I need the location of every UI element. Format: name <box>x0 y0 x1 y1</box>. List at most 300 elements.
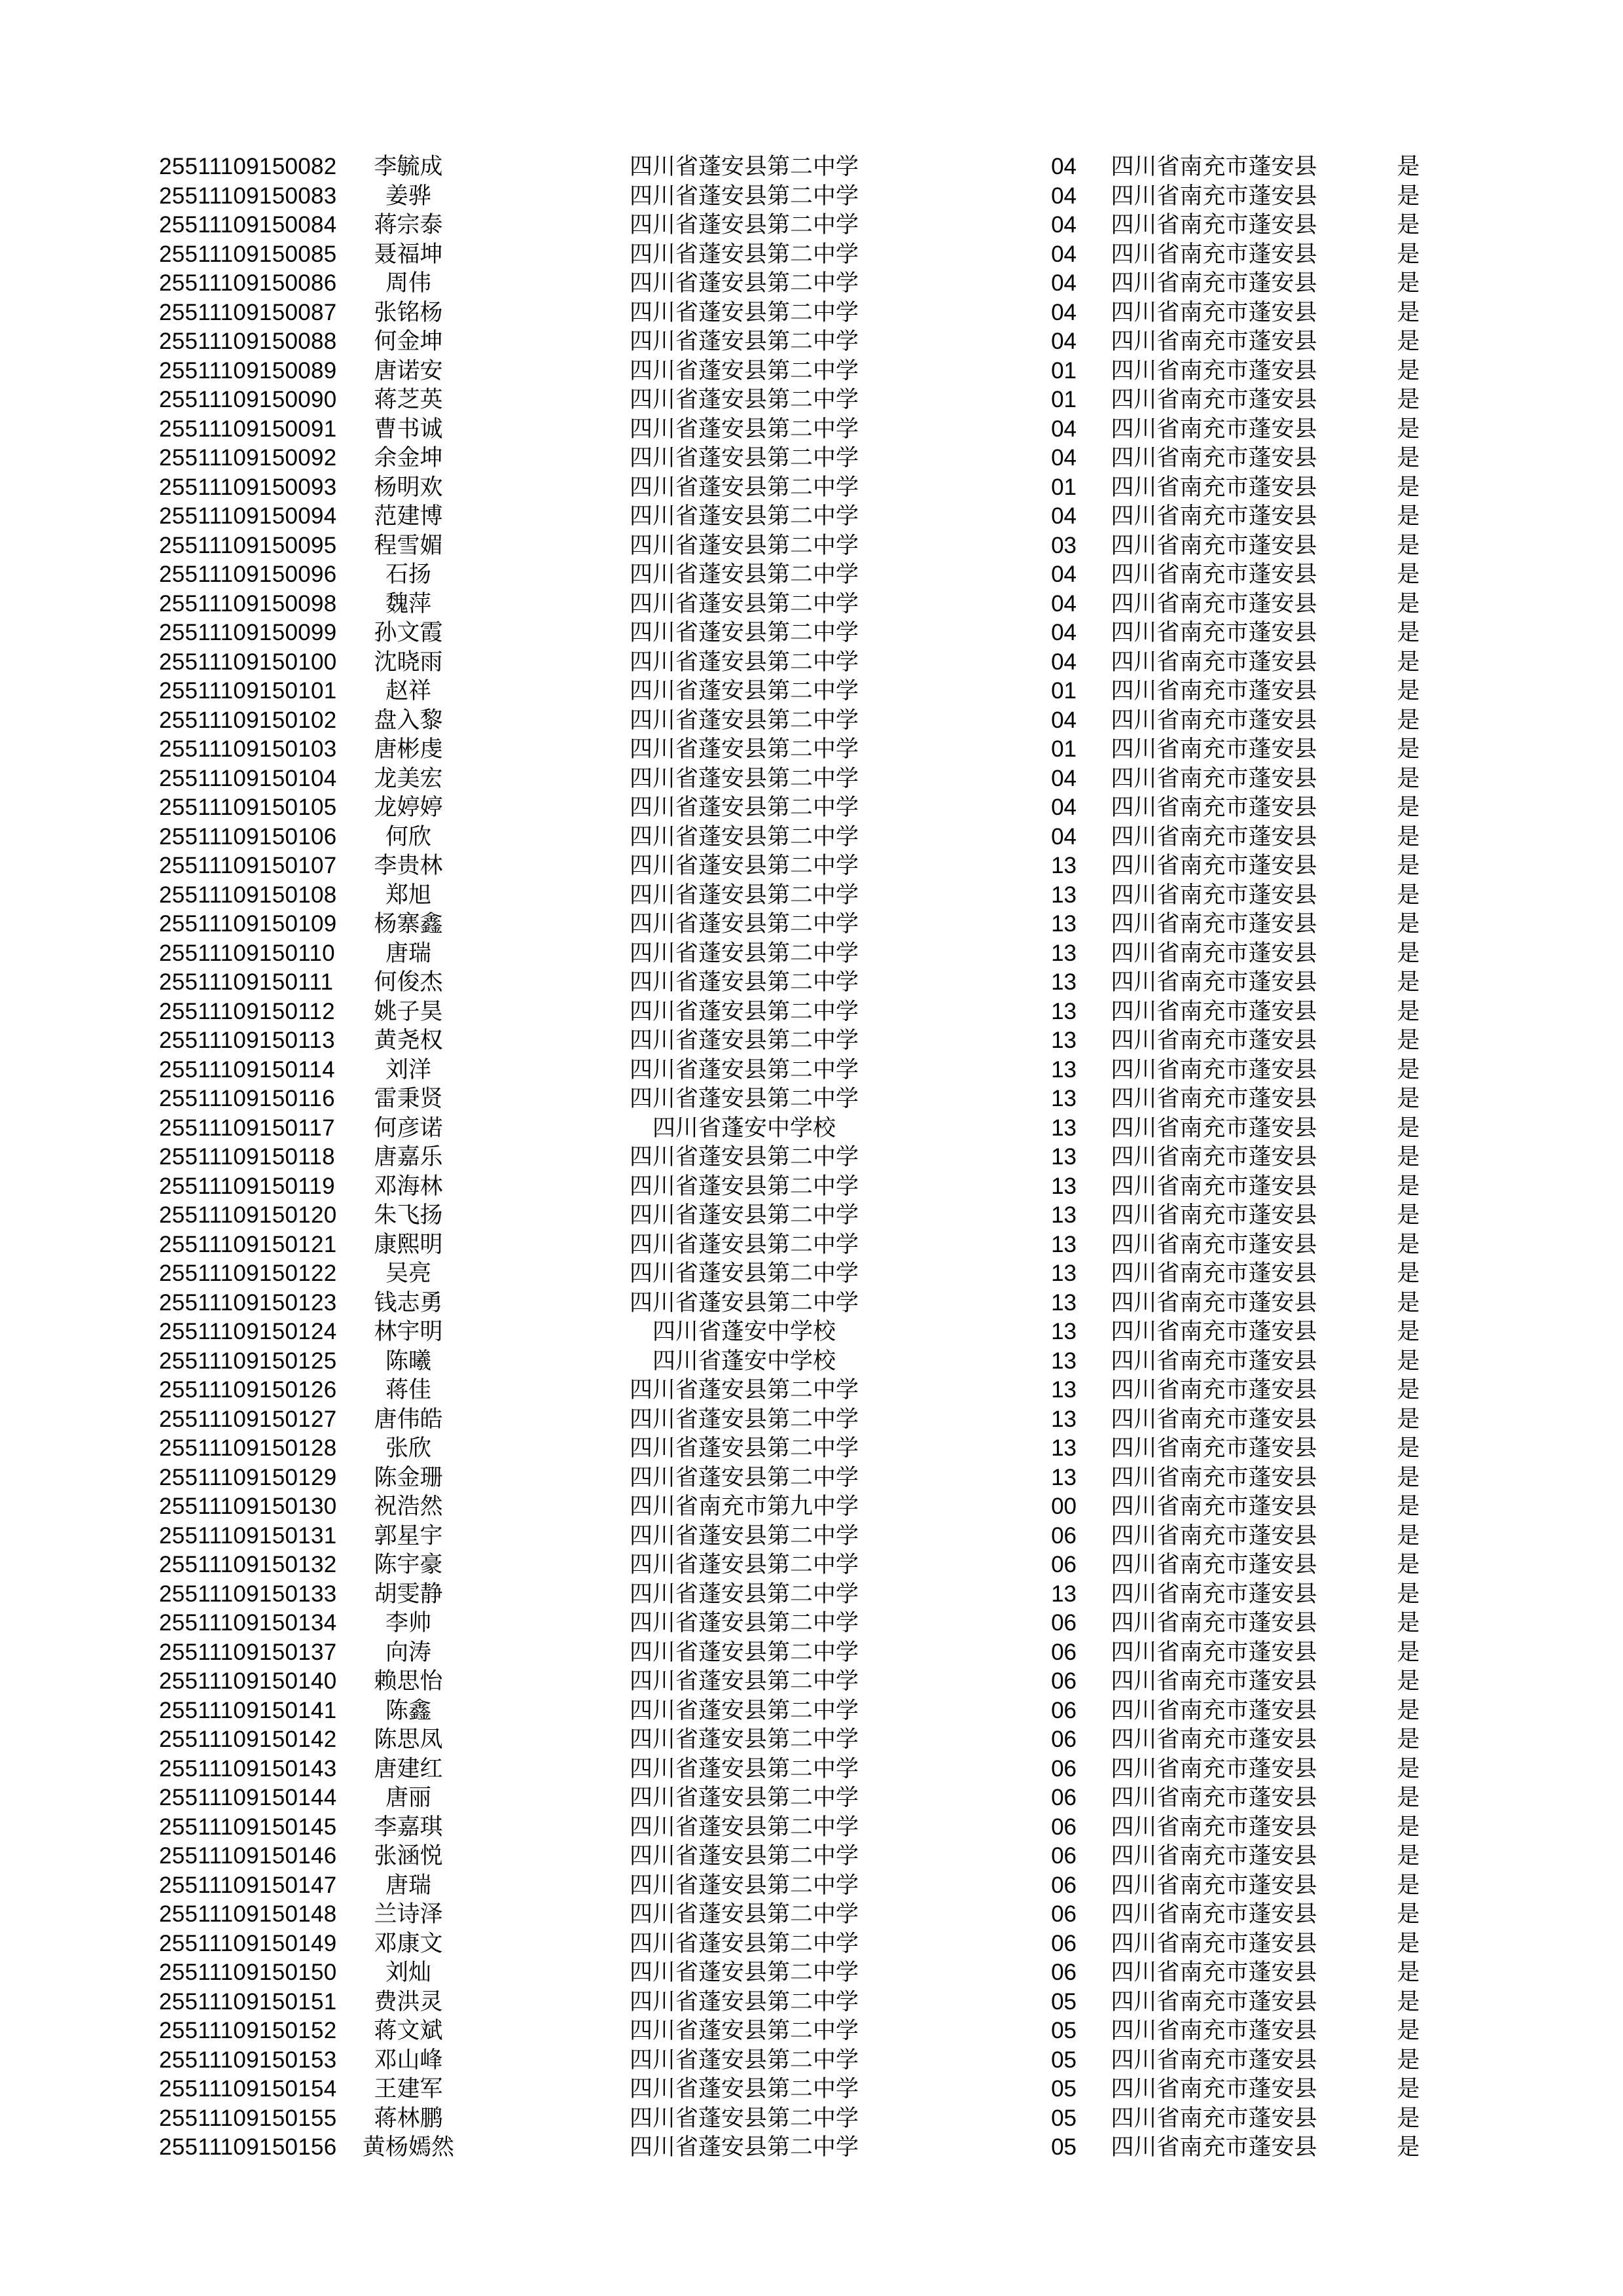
table-row <box>159 1638 1465 1668</box>
student-name-cell: 钱志勇 <box>374 1289 443 1316</box>
subject-code-cell: 01 <box>1051 474 1077 500</box>
district-cell: 四川省南充市蓬安县 <box>1111 1814 1317 1840</box>
subject-code-cell: 06 <box>1051 1610 1077 1636</box>
student-name-cell: 雷秉贤 <box>374 1086 443 1112</box>
district-cell: 四川省南充市蓬安县 <box>1111 1494 1317 1520</box>
subject-code-cell: 13 <box>1051 1319 1077 1344</box>
exam-id-cell: 25511109150134 <box>159 1610 337 1636</box>
subject-code-cell: 05 <box>1051 2076 1077 2102</box>
student-name-cell: 祝浩然 <box>374 1494 443 1520</box>
student-name-cell: 唐丽 <box>385 1785 431 1811</box>
subject-code-cell: 13 <box>1051 1173 1077 1199</box>
student-name-cell: 姚子昊 <box>374 998 443 1025</box>
district-cell: 四川省南充市蓬安县 <box>1111 154 1317 180</box>
district-cell: 四川省南充市蓬安县 <box>1111 1697 1317 1724</box>
school-name-cell: 四川省蓬安县第二中学 <box>629 795 859 821</box>
district-cell: 四川省南充市蓬安县 <box>1111 1028 1317 1054</box>
confirm-flag-cell: 是 <box>1397 969 1420 996</box>
student-name-cell: 何彦诺 <box>374 1115 443 1141</box>
confirm-flag-cell: 是 <box>1397 1435 1420 1462</box>
subject-code-cell: 13 <box>1051 911 1077 937</box>
school-name-cell: 四川省蓬安县第二中学 <box>629 736 859 762</box>
school-name-cell: 四川省蓬安县第二中学 <box>629 649 859 675</box>
subject-code-cell: 13 <box>1051 882 1077 908</box>
confirm-flag-cell: 是 <box>1397 1872 1420 1899</box>
confirm-flag-cell: 是 <box>1397 1202 1420 1229</box>
student-name-cell: 赵祥 <box>385 678 431 704</box>
subject-code-cell: 13 <box>1051 1202 1077 1228</box>
student-name-cell: 张欣 <box>385 1435 431 1462</box>
exam-id-cell: 25511109150095 <box>159 532 337 558</box>
school-name-cell: 四川省蓬安县第二中学 <box>629 940 859 967</box>
district-cell: 四川省南充市蓬安县 <box>1111 2047 1317 2073</box>
confirm-flag-cell: 是 <box>1397 183 1420 209</box>
subject-code-cell: 06 <box>1051 1727 1077 1752</box>
confirm-flag-cell: 是 <box>1397 765 1420 792</box>
exam-id-cell: 25511109150148 <box>159 1901 337 1927</box>
exam-id-cell: 25511109150126 <box>159 1377 337 1403</box>
school-name-cell: 四川省蓬安县第二中学 <box>629 620 859 646</box>
student-name-cell: 周伟 <box>385 270 431 296</box>
student-name-cell: 蒋芝英 <box>374 387 443 413</box>
exam-id-cell: 25511109150125 <box>159 1348 337 1374</box>
district-cell: 四川省南充市蓬安县 <box>1111 2105 1317 2132</box>
student-name-cell: 郭星宇 <box>374 1522 443 1549</box>
confirm-flag-cell: 是 <box>1397 853 1420 879</box>
student-name-cell: 杨明欢 <box>374 474 443 501</box>
confirm-flag-cell: 是 <box>1397 1028 1420 1054</box>
exam-id-cell: 25511109150113 <box>159 1028 335 1053</box>
subject-code-cell: 06 <box>1051 1843 1077 1869</box>
exam-id-cell: 25511109150142 <box>159 1727 337 1752</box>
table-row <box>159 852 1465 881</box>
exam-id-cell: 25511109150132 <box>159 1552 337 1577</box>
confirm-flag-cell: 是 <box>1397 1960 1420 1986</box>
district-cell: 四川省南充市蓬安县 <box>1111 940 1317 967</box>
school-name-cell: 四川省蓬安县第二中学 <box>629 1930 859 1957</box>
exam-id-cell: 25511109150140 <box>159 1668 337 1694</box>
school-name-cell: 四川省蓬安县第二中学 <box>629 1435 859 1462</box>
subject-code-cell: 06 <box>1051 1872 1077 1898</box>
table-row <box>159 1172 1465 1202</box>
table-row <box>159 1289 1465 1318</box>
student-name-cell: 康熙明 <box>374 1231 443 1258</box>
exam-id-cell: 25511109150103 <box>159 736 337 762</box>
subject-code-cell: 13 <box>1051 1406 1077 1432</box>
confirm-flag-cell: 是 <box>1397 1785 1420 1811</box>
exam-id-cell: 25511109150111 <box>159 969 334 995</box>
confirm-flag-cell: 是 <box>1397 532 1420 559</box>
exam-id-cell: 25511109150130 <box>159 1494 337 1519</box>
district-cell: 四川省南充市蓬安县 <box>1111 503 1317 529</box>
subject-code-cell: 04 <box>1051 183 1077 209</box>
student-name-cell: 盘入黎 <box>374 707 443 734</box>
subject-code-cell: 00 <box>1051 1494 1077 1519</box>
exam-id-cell: 25511109150094 <box>159 503 337 529</box>
confirm-flag-cell: 是 <box>1397 1261 1420 1287</box>
school-name-cell: 四川省蓬安县第二中学 <box>629 1552 859 1578</box>
exam-id-cell: 25511109150121 <box>159 1231 337 1257</box>
confirm-flag-cell: 是 <box>1397 1901 1420 1928</box>
student-name-cell: 陈金珊 <box>374 1464 443 1491</box>
district-cell: 四川省南充市蓬安县 <box>1111 1785 1317 1811</box>
district-cell: 四川省南充市蓬安县 <box>1111 1930 1317 1957</box>
table-row <box>159 473 1465 503</box>
student-name-cell: 龙美宏 <box>374 765 443 792</box>
table-row <box>159 1929 1465 1959</box>
table-row <box>159 2046 1465 2075</box>
school-name-cell: 四川省蓬安县第二中学 <box>629 241 859 268</box>
district-cell: 四川省南充市蓬安县 <box>1111 1086 1317 1112</box>
subject-code-cell: 06 <box>1051 1814 1077 1840</box>
table-row <box>159 881 1465 910</box>
table-row <box>159 531 1465 561</box>
confirm-flag-cell: 是 <box>1397 1231 1420 1258</box>
subject-code-cell: 05 <box>1051 1988 1077 2015</box>
school-name-cell: 四川省蓬安县第二中学 <box>629 1697 859 1724</box>
table-row <box>159 1201 1465 1230</box>
confirm-flag-cell: 是 <box>1397 590 1420 617</box>
table-row <box>159 997 1465 1027</box>
district-cell: 四川省南充市蓬安县 <box>1111 2076 1317 2102</box>
subject-code-cell: 13 <box>1051 1464 1077 1490</box>
subject-code-cell: 04 <box>1051 154 1077 179</box>
student-name-cell: 何俊杰 <box>374 969 443 996</box>
exam-id-cell: 25511109150151 <box>159 1988 337 2015</box>
district-cell: 四川省南充市蓬安县 <box>1111 357 1317 384</box>
district-cell: 四川省南充市蓬安县 <box>1111 911 1317 937</box>
table-row <box>159 386 1465 415</box>
subject-code-cell: 13 <box>1051 969 1077 995</box>
confirm-flag-cell: 是 <box>1397 1814 1420 1840</box>
table-row <box>159 1900 1465 1929</box>
exam-id-cell: 25511109150119 <box>159 1173 335 1199</box>
school-name-cell: 四川省蓬安县第二中学 <box>629 911 859 937</box>
confirm-flag-cell: 是 <box>1397 1697 1420 1724</box>
confirm-flag-cell: 是 <box>1397 940 1420 967</box>
district-cell: 四川省南充市蓬安县 <box>1111 416 1317 442</box>
district-cell: 四川省南充市蓬安县 <box>1111 1406 1317 1433</box>
school-name-cell: 四川省南充市第九中学 <box>629 1494 859 1520</box>
confirm-flag-cell: 是 <box>1397 1464 1420 1491</box>
student-name-cell: 唐彬虔 <box>374 736 443 762</box>
confirm-flag-cell: 是 <box>1397 2018 1420 2044</box>
district-cell: 四川省南充市蓬安县 <box>1111 270 1317 296</box>
student-name-cell: 杨寨鑫 <box>374 911 443 937</box>
confirm-flag-cell: 是 <box>1397 1668 1420 1695</box>
table-row <box>159 444 1465 473</box>
confirm-flag-cell: 是 <box>1397 1086 1420 1112</box>
district-cell: 四川省南充市蓬安县 <box>1111 2134 1317 2161</box>
school-name-cell: 四川省蓬安县第二中学 <box>629 2018 859 2044</box>
district-cell: 四川省南充市蓬安县 <box>1111 2018 1317 2044</box>
table-row <box>159 1347 1465 1376</box>
student-name-cell: 聂福坤 <box>374 241 443 268</box>
school-name-cell: 四川省蓬安县第二中学 <box>629 1144 859 1170</box>
school-name-cell: 四川省蓬安县第二中学 <box>629 1261 859 1287</box>
exam-id-cell: 25511109150123 <box>159 1289 337 1316</box>
subject-code-cell: 04 <box>1051 620 1077 645</box>
subject-code-cell: 13 <box>1051 998 1077 1024</box>
school-name-cell: 四川省蓬安县第二中学 <box>629 1901 859 1928</box>
school-name-cell: 四川省蓬安县第二中学 <box>629 1727 859 1753</box>
student-name-cell: 魏萍 <box>385 590 431 617</box>
school-name-cell: 四川省蓬安县第二中学 <box>629 562 859 588</box>
table-row <box>159 706 1465 736</box>
district-cell: 四川省南充市蓬安县 <box>1111 241 1317 268</box>
district-cell: 四川省南充市蓬安县 <box>1111 882 1317 908</box>
district-cell: 四川省南充市蓬安县 <box>1111 1202 1317 1229</box>
table-row <box>159 1696 1465 1726</box>
student-name-cell: 唐诺安 <box>374 357 443 384</box>
exam-id-cell: 25511109150143 <box>159 1755 337 1782</box>
exam-id-cell: 25511109150092 <box>159 445 337 471</box>
exam-id-cell: 25511109150117 <box>159 1115 335 1141</box>
table-row <box>159 327 1465 357</box>
exam-id-cell: 25511109150090 <box>159 387 337 412</box>
table-row <box>159 619 1465 648</box>
table-row <box>159 502 1465 531</box>
confirm-flag-cell: 是 <box>1397 1319 1420 1345</box>
district-cell: 四川省南充市蓬安县 <box>1111 212 1317 238</box>
district-cell: 四川省南充市蓬安县 <box>1111 1231 1317 1258</box>
table-row <box>159 1259 1465 1289</box>
table-row <box>159 735 1465 764</box>
district-cell: 四川省南充市蓬安县 <box>1111 532 1317 559</box>
district-cell: 四川省南充市蓬安县 <box>1111 1843 1317 1869</box>
school-name-cell: 四川省蓬安县第二中学 <box>629 882 859 908</box>
table-row <box>159 1434 1465 1463</box>
school-name-cell: 四川省蓬安县第二中学 <box>629 853 859 879</box>
table-row <box>159 1667 1465 1696</box>
school-name-cell: 四川省蓬安县第二中学 <box>629 1639 859 1666</box>
table-row <box>159 677 1465 706</box>
confirm-flag-cell: 是 <box>1397 736 1420 762</box>
student-name-cell: 余金坤 <box>374 445 443 471</box>
district-cell: 四川省南充市蓬安县 <box>1111 1464 1317 1491</box>
exam-id-cell: 25511109150110 <box>159 940 335 966</box>
subject-code-cell: 13 <box>1051 1144 1077 1170</box>
confirm-flag-cell: 是 <box>1397 2134 1420 2161</box>
student-name-cell: 向涛 <box>385 1639 431 1666</box>
district-cell: 四川省南充市蓬安县 <box>1111 649 1317 675</box>
student-table <box>159 152 1465 2162</box>
table-row <box>159 648 1465 677</box>
district-cell: 四川省南充市蓬安县 <box>1111 1960 1317 1986</box>
school-name-cell: 四川省蓬安中学校 <box>652 1348 836 1374</box>
school-name-cell: 四川省蓬安县第二中学 <box>629 154 859 180</box>
district-cell: 四川省南充市蓬安县 <box>1111 1727 1317 1753</box>
subject-code-cell: 04 <box>1051 823 1077 850</box>
school-name-cell: 四川省蓬安县第二中学 <box>629 1056 859 1083</box>
exam-id-cell: 25511109150101 <box>159 678 337 704</box>
student-name-cell: 唐瑞 <box>385 1872 431 1899</box>
subject-code-cell: 06 <box>1051 1930 1077 1956</box>
table-row <box>159 240 1465 270</box>
school-name-cell: 四川省蓬安县第二中学 <box>629 765 859 792</box>
subject-code-cell: 05 <box>1051 2105 1077 2131</box>
subject-code-cell: 04 <box>1051 590 1077 617</box>
student-name-cell: 李贵林 <box>374 853 443 879</box>
subject-code-cell: 04 <box>1051 445 1077 471</box>
exam-id-cell: 25511109150114 <box>159 1056 335 1083</box>
student-name-cell: 陈曦 <box>385 1348 431 1374</box>
district-cell: 四川省南充市蓬安县 <box>1111 299 1317 326</box>
student-name-cell: 吴亮 <box>385 1261 431 1287</box>
table-row <box>159 2017 1465 2046</box>
exam-id-cell: 25511109150084 <box>159 212 337 238</box>
exam-id-cell: 25511109150099 <box>159 620 337 645</box>
subject-code-cell: 13 <box>1051 1289 1077 1316</box>
subject-code-cell: 06 <box>1051 1960 1077 1985</box>
subject-code-cell: 04 <box>1051 329 1077 354</box>
district-cell: 四川省南充市蓬安县 <box>1111 707 1317 734</box>
student-name-cell: 李嘉琪 <box>374 1814 443 1840</box>
confirm-flag-cell: 是 <box>1397 154 1420 180</box>
school-name-cell: 四川省蓬安县第二中学 <box>629 1406 859 1433</box>
school-name-cell: 四川省蓬安县第二中学 <box>629 357 859 384</box>
confirm-flag-cell: 是 <box>1397 1639 1420 1666</box>
student-name-cell: 唐伟皓 <box>374 1406 443 1433</box>
subject-code-cell: 04 <box>1051 241 1077 267</box>
exam-id-cell: 25511109150155 <box>159 2105 337 2131</box>
school-name-cell: 四川省蓬安县第二中学 <box>629 1289 859 1316</box>
school-name-cell: 四川省蓬安县第二中学 <box>629 1960 859 1986</box>
subject-code-cell: 13 <box>1051 1377 1077 1403</box>
table-row <box>159 1958 1465 1988</box>
table-row <box>159 1784 1465 1813</box>
table-row <box>159 2075 1465 2104</box>
subject-code-cell: 13 <box>1051 1348 1077 1374</box>
subject-code-cell: 04 <box>1051 416 1077 442</box>
table-row <box>159 764 1465 794</box>
exam-id-cell: 25511109150085 <box>159 241 337 267</box>
student-name-cell: 黄尧权 <box>374 1028 443 1054</box>
exam-id-cell: 25511109150086 <box>159 270 337 296</box>
exam-id-cell: 25511109150116 <box>159 1086 335 1111</box>
confirm-flag-cell: 是 <box>1397 387 1420 413</box>
district-cell: 四川省南充市蓬安县 <box>1111 387 1317 413</box>
table-row <box>159 560 1465 590</box>
subject-code-cell: 13 <box>1051 940 1077 966</box>
subject-code-cell: 06 <box>1051 1552 1077 1577</box>
exam-id-cell: 25511109150124 <box>159 1319 337 1344</box>
exam-id-cell: 25511109150118 <box>159 1144 335 1170</box>
school-name-cell: 四川省蓬安县第二中学 <box>629 998 859 1025</box>
district-cell: 四川省南充市蓬安县 <box>1111 1056 1317 1083</box>
district-cell: 四川省南充市蓬安县 <box>1111 998 1317 1025</box>
district-cell: 四川省南充市蓬安县 <box>1111 1348 1317 1374</box>
table-row <box>159 1026 1465 1056</box>
student-name-cell: 范建博 <box>374 503 443 529</box>
subject-code-cell: 06 <box>1051 1639 1077 1665</box>
table-row <box>159 2104 1465 2134</box>
subject-code-cell: 13 <box>1051 1115 1077 1141</box>
exam-id-cell: 25511109150145 <box>159 1814 337 1840</box>
table-row <box>159 1725 1465 1755</box>
table-row <box>159 415 1465 444</box>
school-name-cell: 四川省蓬安县第二中学 <box>629 1814 859 1840</box>
subject-code-cell: 01 <box>1051 678 1077 704</box>
district-cell: 四川省南充市蓬安县 <box>1111 1319 1317 1345</box>
subject-code-cell: 04 <box>1051 649 1077 675</box>
table-row <box>159 182 1465 211</box>
exam-id-cell: 25511109150137 <box>159 1639 337 1665</box>
district-cell: 四川省南充市蓬安县 <box>1111 853 1317 879</box>
student-name-cell: 唐瑞 <box>385 940 431 967</box>
exam-id-cell: 25511109150156 <box>159 2134 337 2160</box>
school-name-cell: 四川省蓬安县第二中学 <box>629 1522 859 1549</box>
school-name-cell: 四川省蓬安县第二中学 <box>629 1581 859 1607</box>
confirm-flag-cell: 是 <box>1397 416 1420 442</box>
exam-id-cell: 25511109150104 <box>159 765 337 791</box>
school-name-cell: 四川省蓬安县第二中学 <box>629 2047 859 2073</box>
district-cell: 四川省南充市蓬安县 <box>1111 445 1317 471</box>
student-name-cell: 邓海林 <box>374 1173 443 1200</box>
confirm-flag-cell: 是 <box>1397 562 1420 588</box>
school-name-cell: 四川省蓬安县第二中学 <box>629 1610 859 1636</box>
confirm-flag-cell: 是 <box>1397 2076 1420 2102</box>
table-row <box>159 152 1465 182</box>
confirm-flag-cell: 是 <box>1397 299 1420 326</box>
exam-id-cell: 25511109150083 <box>159 183 337 209</box>
table-row <box>159 357 1465 386</box>
student-name-cell: 胡雯静 <box>374 1581 443 1607</box>
confirm-flag-cell: 是 <box>1397 998 1420 1025</box>
district-cell: 四川省南充市蓬安县 <box>1111 1435 1317 1462</box>
exam-id-cell: 25511109150149 <box>159 1930 337 1956</box>
district-cell: 四川省南充市蓬安县 <box>1111 620 1317 646</box>
subject-code-cell: 04 <box>1051 795 1077 820</box>
school-name-cell: 四川省蓬安县第二中学 <box>629 1202 859 1229</box>
table-row <box>159 590 1465 619</box>
student-name-cell: 朱飞扬 <box>374 1202 443 1229</box>
school-name-cell: 四川省蓬安县第二中学 <box>629 1173 859 1200</box>
student-name-cell: 曹书诚 <box>374 416 443 442</box>
student-name-cell: 王建军 <box>374 2076 443 2102</box>
exam-id-cell: 25511109150109 <box>159 911 337 937</box>
exam-id-cell: 25511109150120 <box>159 1202 337 1228</box>
confirm-flag-cell: 是 <box>1397 620 1420 646</box>
school-name-cell: 四川省蓬安中学校 <box>652 1319 836 1345</box>
subject-code-cell: 04 <box>1051 270 1077 296</box>
confirm-flag-cell: 是 <box>1397 212 1420 238</box>
student-name-cell: 费洪灵 <box>374 1988 443 2015</box>
school-name-cell: 四川省蓬安县第二中学 <box>629 1668 859 1695</box>
student-name-cell: 刘灿 <box>385 1960 431 1986</box>
district-cell: 四川省南充市蓬安县 <box>1111 1988 1317 2015</box>
exam-id-cell: 25511109150098 <box>159 590 337 617</box>
student-name-cell: 赖思怡 <box>374 1668 443 1695</box>
school-name-cell: 四川省蓬安县第二中学 <box>629 2076 859 2102</box>
exam-id-cell: 25511109150107 <box>159 853 337 878</box>
student-name-cell: 蒋宗泰 <box>374 212 443 238</box>
exam-id-cell: 25511109150122 <box>159 1261 337 1286</box>
student-name-cell: 何欣 <box>385 823 431 850</box>
school-name-cell: 四川省蓬安县第二中学 <box>629 416 859 442</box>
school-name-cell: 四川省蓬安县第二中学 <box>629 1843 859 1869</box>
subject-code-cell: 05 <box>1051 2018 1077 2043</box>
confirm-flag-cell: 是 <box>1397 1144 1420 1170</box>
district-cell: 四川省南充市蓬安县 <box>1111 736 1317 762</box>
student-name-cell: 蒋文斌 <box>374 2018 443 2044</box>
subject-code-cell: 04 <box>1051 707 1077 733</box>
subject-code-cell: 13 <box>1051 1435 1077 1461</box>
district-cell: 四川省南充市蓬安县 <box>1111 765 1317 792</box>
student-name-cell: 刘洋 <box>385 1056 431 1083</box>
subject-code-cell: 06 <box>1051 1785 1077 1810</box>
table-row <box>159 910 1465 939</box>
